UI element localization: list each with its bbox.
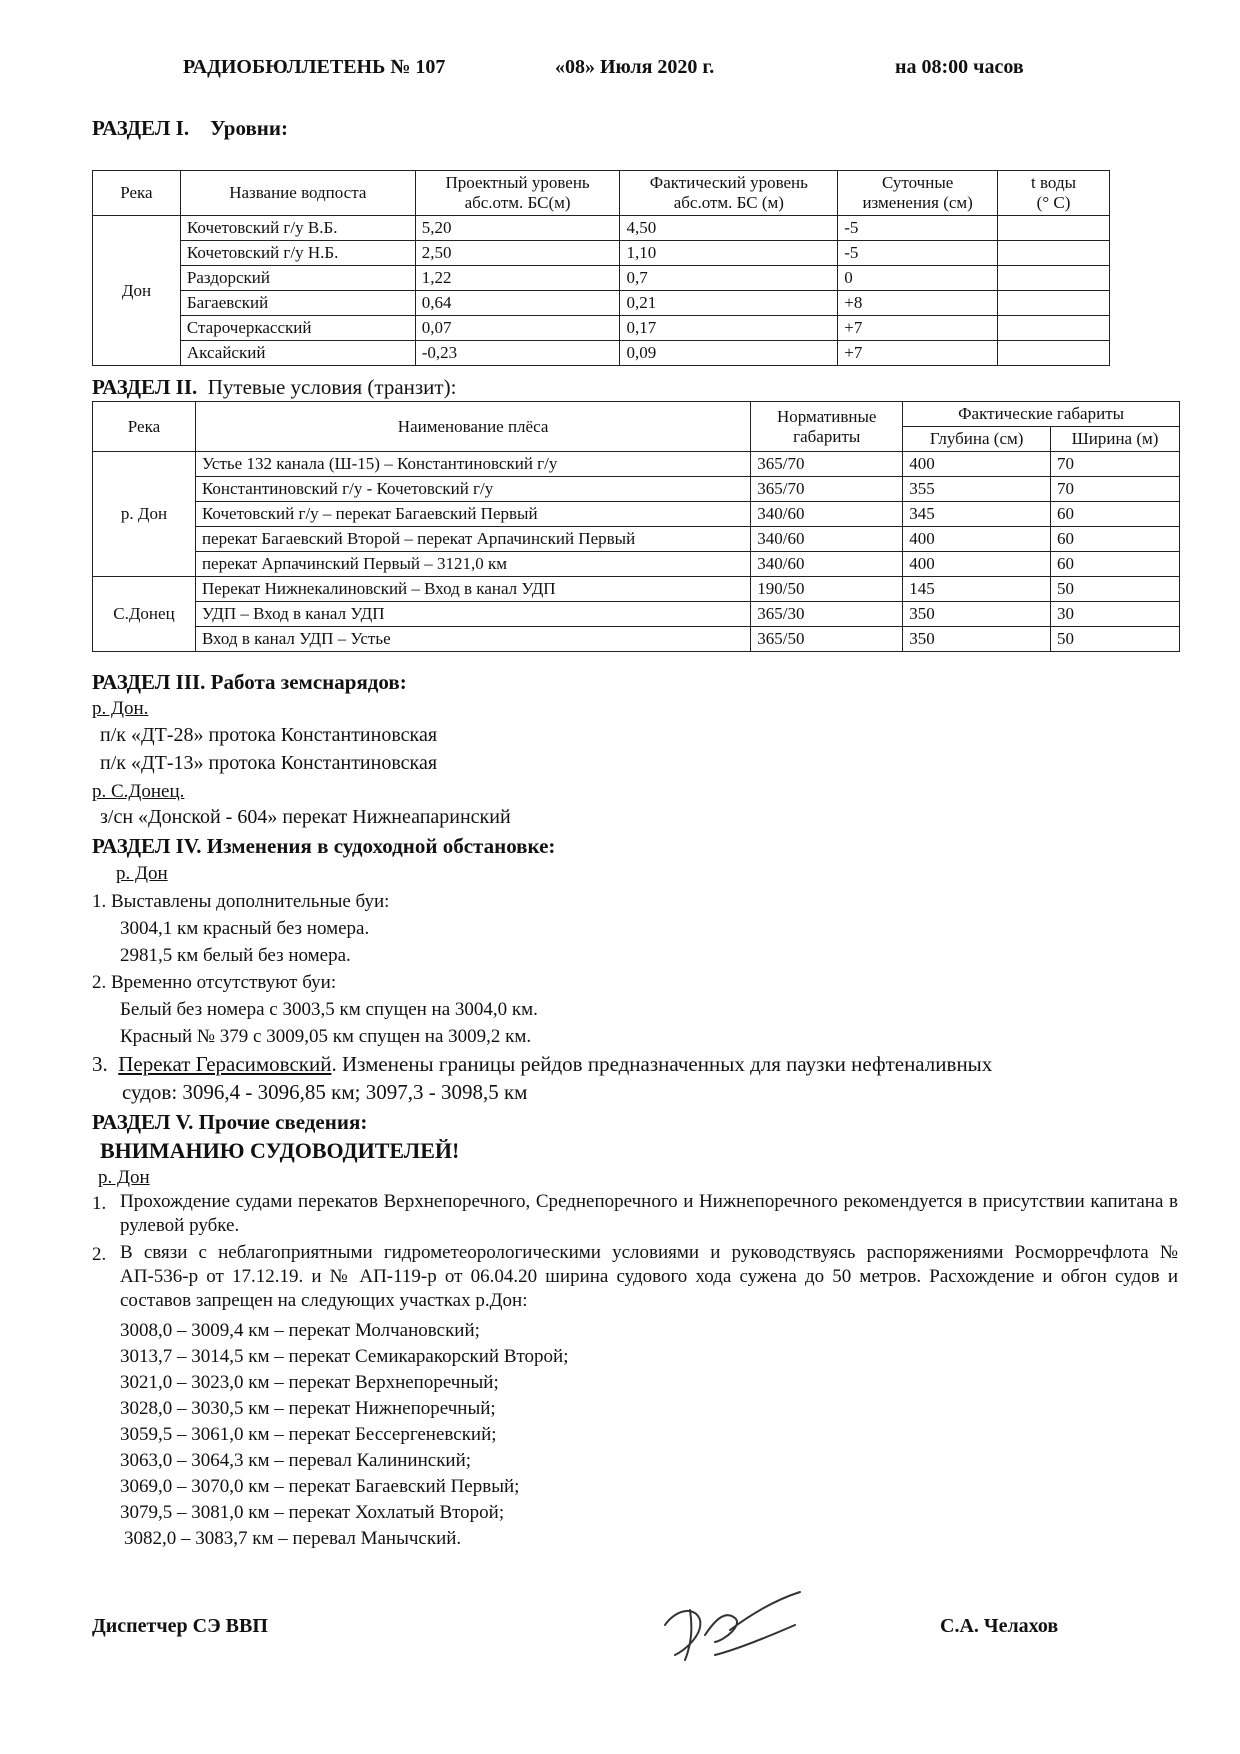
- item3-place: Перекат Герасимовский: [118, 1052, 332, 1076]
- col-width: Ширина (м): [1051, 427, 1180, 452]
- width: 70: [1051, 477, 1180, 502]
- section2-subtitle: Путевые условия (транзит):: [207, 375, 457, 399]
- daily-change: +8: [838, 291, 998, 316]
- actual-level: 0,09: [620, 341, 838, 366]
- col-daily-change: Суточные изменения (см): [838, 171, 998, 216]
- river-cell: р. Дон: [93, 452, 196, 577]
- normative: 365/50: [751, 627, 903, 652]
- list-item: 1. Выставлены дополнительные буи:: [92, 891, 390, 912]
- reach-name: УДП – Вход в канал УДП: [195, 602, 750, 627]
- width: 50: [1051, 627, 1180, 652]
- post-name: Старочеркасский: [180, 316, 415, 341]
- water-temp: [998, 216, 1110, 241]
- table-row: [93, 527, 1180, 552]
- item-number: 2.: [92, 1244, 107, 1265]
- col-water-temp: t воды (° С): [998, 171, 1110, 216]
- post-name: Кочетовский г/у Н.Б.: [180, 241, 415, 266]
- list-item: 3063,0 – 3064,3 км – перевал Калининский;: [120, 1450, 472, 1471]
- section1-number: РАЗДЕЛ I.: [92, 116, 190, 140]
- design-level: 2,50: [415, 241, 620, 266]
- section5-title: РАЗДЕЛ V. Прочие сведения:: [92, 1110, 368, 1134]
- water-temp: [998, 316, 1110, 341]
- normative: 340/60: [751, 527, 903, 552]
- post-name: Аксайский: [180, 341, 415, 366]
- normative: 340/60: [751, 552, 903, 577]
- table-row: [93, 216, 1110, 241]
- actual-level: 0,7: [620, 266, 838, 291]
- water-temp: [998, 291, 1110, 316]
- col-depth: Глубина (см): [903, 427, 1051, 452]
- list-item: 3004,1 км красный без номера.: [120, 918, 370, 939]
- attention-heading: ВНИМАНИЮ СУДОВОДИТЕЛЕЙ!: [100, 1138, 460, 1163]
- section5-river: р. Дон: [98, 1167, 150, 1188]
- design-level: 0,07: [415, 316, 620, 341]
- signature-image: [655, 1580, 805, 1665]
- list-item: В связи с неблагоприятными гидрометеорологическими условиями и руководствуясь распоряжениями Росморречфлота № АП-536-р от 17.12.19. и № АП-119-р от 06.04.20 ширина судового хода сужена до 50 метров. Расхождение и обгон судов и составов запрещен на следующих участках р.Дон:: [120, 1242, 1178, 1311]
- depth: 400: [903, 527, 1051, 552]
- depth: 350: [903, 602, 1051, 627]
- list-item: Красный № 379 с 3009,05 км спущен на 3009,2 км.: [120, 1026, 532, 1047]
- table-row: [93, 341, 1110, 366]
- normative: 190/50: [751, 577, 903, 602]
- water-temp: [998, 341, 1110, 366]
- design-level: 5,20: [415, 216, 620, 241]
- list-item: Прохождение судами перекатов Верхнепоречного, Среднепоречного и Нижнепоречного рекомендуется в присутствии капитана в рулевой рубке.: [120, 1191, 1178, 1236]
- dredge-river-don: р. Дон.: [92, 698, 149, 719]
- post-name: Кочетовский г/у В.Б.: [180, 216, 415, 241]
- bulletin-time: на 08:00 часов: [895, 56, 1024, 78]
- section3-title: РАЗДЕЛ III. Работа земснарядов:: [92, 670, 407, 694]
- normative: 340/60: [751, 502, 903, 527]
- normative: 365/30: [751, 602, 903, 627]
- list-item: 3028,0 – 3030,5 км – перекат Нижнепоречный;: [120, 1398, 496, 1419]
- table-row: [93, 452, 1180, 477]
- design-level: 1,22: [415, 266, 620, 291]
- list-item: 3069,0 – 3070,0 км – перекат Багаевский Первый;: [120, 1476, 520, 1497]
- levels-header-row: [93, 171, 1110, 216]
- water-temp: [998, 241, 1110, 266]
- river-cell: С.Донец: [93, 577, 196, 652]
- list-item: 2. Временно отсутствуют буи:: [92, 972, 337, 993]
- item3-text: . Изменены границы рейдов предназначенных для паузки нефтеналивных: [331, 1052, 993, 1076]
- actual-level: 1,10: [620, 241, 838, 266]
- list-item: 3079,5 – 3081,0 км – перекат Хохлатый Второй;: [120, 1502, 505, 1523]
- list-item: 3008,0 – 3009,4 км – перекат Молчановский;: [120, 1320, 480, 1341]
- table-row: [93, 552, 1180, 577]
- actual-level: 0,21: [620, 291, 838, 316]
- reach-name: перекат Багаевский Второй – перекат Арпачинский Первый: [195, 527, 750, 552]
- list-item: судов: 3096,4 - 3096,85 км; 3097,3 - 3098,5 км: [122, 1080, 528, 1104]
- table-row: [93, 241, 1110, 266]
- width: 30: [1051, 602, 1180, 627]
- reach-name: Вход в канал УДП – Устье: [195, 627, 750, 652]
- list-item: 3021,0 – 3023,0 км – перекат Верхнепоречный;: [120, 1372, 499, 1393]
- list-item: 3059,5 – 3061,0 км – перекат Бессергеневский;: [120, 1424, 497, 1445]
- reach-name: Устье 132 канала (Ш-15) – Константиновский г/у: [195, 452, 750, 477]
- depth: 350: [903, 627, 1051, 652]
- depth: 345: [903, 502, 1051, 527]
- table-row: [93, 627, 1180, 652]
- daily-change: -5: [838, 241, 998, 266]
- table-row: [93, 477, 1180, 502]
- section2-title: [92, 375, 456, 400]
- signer-name: С.А. Челахов: [940, 1615, 1059, 1637]
- depth: 145: [903, 577, 1051, 602]
- bulletin-date: «08» Июля 2020 г.: [555, 56, 715, 78]
- transit-table: [92, 401, 1180, 652]
- width: 70: [1051, 452, 1180, 477]
- section4-river: р. Дон: [116, 863, 168, 884]
- list-item: Белый без номера с 3003,5 км спущен на 3004,0 км.: [120, 999, 538, 1020]
- width: 60: [1051, 502, 1180, 527]
- normative: 365/70: [751, 477, 903, 502]
- table-row: [93, 502, 1180, 527]
- daily-change: +7: [838, 341, 998, 366]
- actual-level: 4,50: [620, 216, 838, 241]
- width: 60: [1051, 527, 1180, 552]
- daily-change: 0: [838, 266, 998, 291]
- list-item: 3013,7 – 3014,5 км – перекат Семикаракорский Второй;: [120, 1346, 569, 1367]
- normative: 365/70: [751, 452, 903, 477]
- post-name: Раздорский: [180, 266, 415, 291]
- daily-change: +7: [838, 316, 998, 341]
- reach-name: перекат Арпачинский Первый – 3121,0 км: [195, 552, 750, 577]
- col-actual-dimensions: Фактические габариты: [903, 402, 1180, 427]
- transit-header-row: [93, 402, 1180, 427]
- reach-name: Перекат Нижнекалиновский – Вход в канал УДП: [195, 577, 750, 602]
- list-item: 2981,5 км белый без номера.: [120, 945, 351, 966]
- section1-subtitle: Уровни:: [210, 116, 288, 140]
- depth: 355: [903, 477, 1051, 502]
- table-row: [93, 266, 1110, 291]
- depth: 400: [903, 552, 1051, 577]
- col-river: Река: [93, 402, 196, 452]
- river-cell: Дон: [93, 216, 181, 366]
- width: 60: [1051, 552, 1180, 577]
- item-number: 3.: [92, 1052, 108, 1076]
- daily-change: -5: [838, 216, 998, 241]
- bulletin-title: РАДИОБЮЛЛЕТЕНЬ № 107: [183, 56, 446, 78]
- reach-name: Кочетовский г/у – перекат Багаевский Первый: [195, 502, 750, 527]
- design-level: -0,23: [415, 341, 620, 366]
- design-level: 0,64: [415, 291, 620, 316]
- table-row: [93, 316, 1110, 341]
- list-item: з/сн «Донской - 604» перекат Нижнеапаринский: [100, 806, 511, 828]
- dredge-river-donets: р. С.Донец.: [92, 781, 185, 802]
- section1-title: [92, 116, 288, 141]
- depth: 400: [903, 452, 1051, 477]
- signer-position: Диспетчер СЭ ВВП: [92, 1615, 268, 1637]
- table-row: [93, 291, 1110, 316]
- col-actual-level: Фактический уровень абс.отм. БС (м): [620, 171, 838, 216]
- table-row: [93, 577, 1180, 602]
- list-item: п/к «ДТ-13» протока Константиновская: [100, 752, 438, 774]
- levels-table: [92, 170, 1110, 366]
- col-reach: Наименование плёса: [195, 402, 750, 452]
- water-temp: [998, 266, 1110, 291]
- section2-number: РАЗДЕЛ II.: [92, 375, 198, 399]
- col-post: Название водпоста: [180, 171, 415, 216]
- item-number: 1.: [92, 1193, 107, 1214]
- col-river: Река: [93, 171, 181, 216]
- table-row: [93, 602, 1180, 627]
- width: 50: [1051, 577, 1180, 602]
- reach-name: Константиновский г/у - Кочетовский г/у: [195, 477, 750, 502]
- list-item: п/к «ДТ-28» протока Константиновская: [100, 724, 438, 746]
- list-item: [92, 1053, 992, 1076]
- list-item: 3082,0 – 3083,7 км – перевал Манычский.: [124, 1528, 462, 1549]
- col-normative: Нормативные габариты: [751, 402, 903, 452]
- actual-level: 0,17: [620, 316, 838, 341]
- section4-title: РАЗДЕЛ IV. Изменения в судоходной обстановке:: [92, 834, 556, 858]
- col-design-level: Проектный уровень абс.отм. БС(м): [415, 171, 620, 216]
- post-name: Багаевский: [180, 291, 415, 316]
